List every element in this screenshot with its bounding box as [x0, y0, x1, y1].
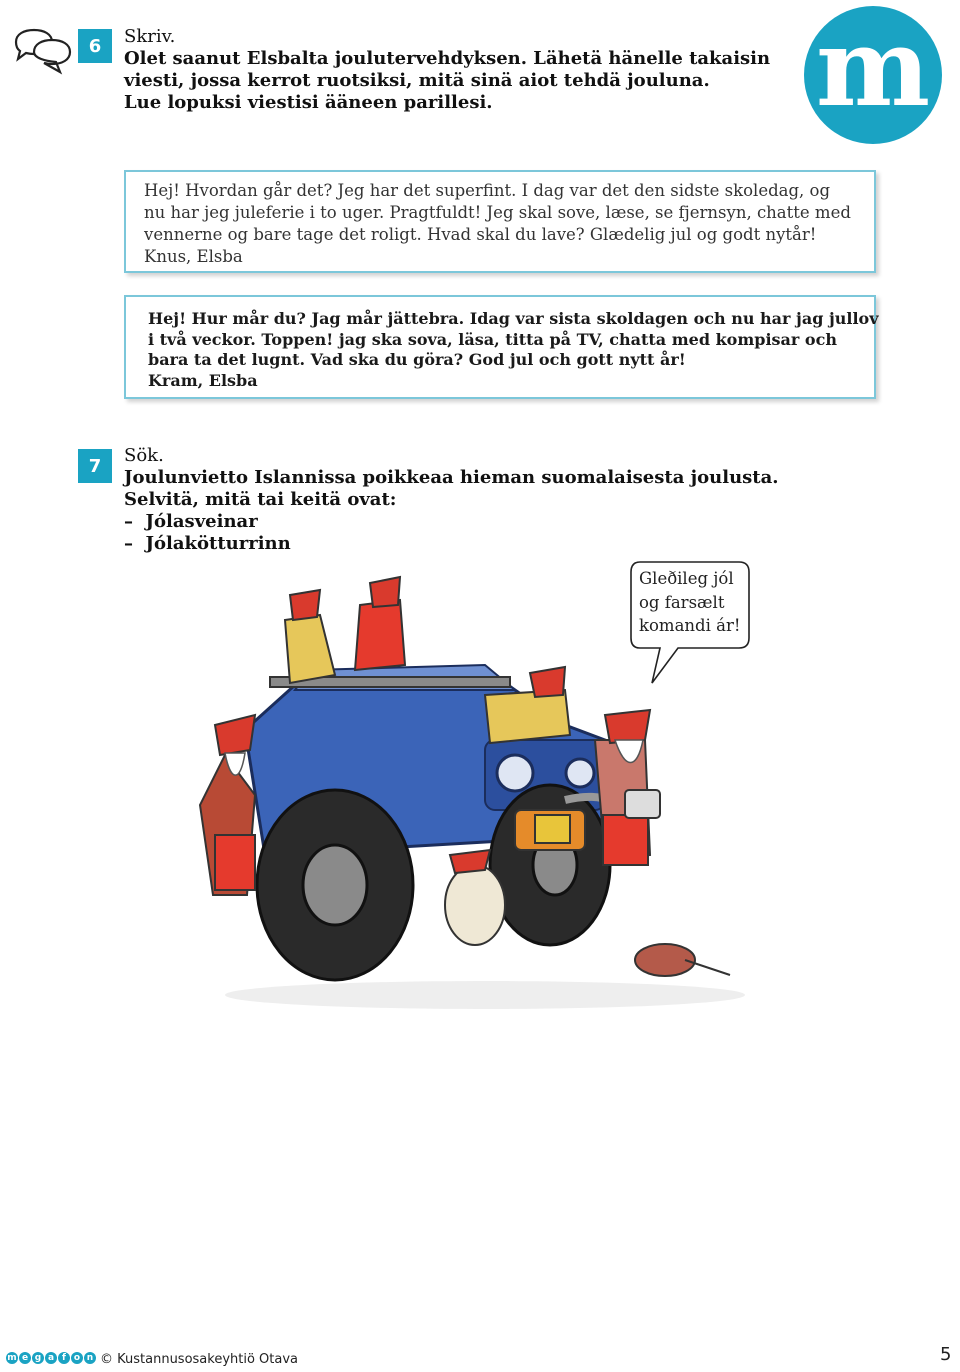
- brand-letter: f: [58, 1352, 70, 1364]
- logo-letter: m: [815, 5, 931, 131]
- publisher-logo: [804, 6, 942, 144]
- task6-instruction-line: viesti, jossa kerrot ruotsiksi, mitä sinä aiot tehdä jouluna.: [124, 70, 710, 91]
- task7-instruction-line: Joulunvietto Islannissa poikkeaa hieman suomalaisesta joulusta.: [124, 467, 779, 488]
- task7-list-item: – Jólakötturrinn: [124, 533, 291, 554]
- brand-letter: o: [71, 1352, 83, 1364]
- speech-bubble-line: og farsælt: [639, 592, 725, 612]
- swedish-message-line: i två veckor. Toppen! jag ska sova, läsa, titta på TV, chatta med kompisar och: [148, 329, 837, 349]
- icelandic-speech-bubble: [630, 561, 750, 686]
- brand-letter: e: [19, 1352, 31, 1364]
- danish-message-line: Hej! Hvordan går det? Jeg har det superfint. I dag var det den sidste skoledag, og: [144, 181, 831, 200]
- task7-instruction-line: Selvitä, mitä tai keitä ovat:: [124, 489, 397, 510]
- brand-letter: g: [32, 1352, 44, 1364]
- swedish-message-line: bara ta det lugnt. Vad ska du göra? God jul och gott nytt år!: [148, 350, 686, 369]
- speech-bubbles-icon: [10, 28, 72, 76]
- brand-letter: a: [45, 1352, 57, 1364]
- copyright-text: © Kustannusosakeyhtiö Otava: [100, 1352, 299, 1367]
- swedish-message-box: [124, 295, 879, 399]
- swedish-message-line: Hej! Hur mår du? Jag mår jättebra. Idag var sista skoldagen och nu har jag jullov: [148, 309, 879, 328]
- danish-message-line: nu har jeg juleferie i to uger. Pragtfuldt! Jeg skal sove, læse, se fjernsyn, chatte med: [144, 203, 851, 222]
- danish-message-line: Knus, Elsba: [144, 247, 243, 266]
- task6-instruction-line: Olet saanut Elsbalta joulutervehdyksen. Lähetä hänelle takaisin: [124, 48, 771, 69]
- danish-message-box: [124, 170, 876, 273]
- speech-bubble-line: komandi ár!: [639, 616, 741, 635]
- danish-message-line: vennerne og bare tage det roligt. Hvad skal du lave? Glædelig jul og godt nytår!: [144, 225, 817, 244]
- task7-list-item: – Jólasveinar: [124, 511, 258, 532]
- swedish-message-line: Kram, Elsba: [148, 370, 258, 390]
- page-number: 5: [940, 1344, 952, 1365]
- task-number-6: 6: [78, 29, 112, 63]
- brand-letter: n: [84, 1352, 96, 1364]
- task6-heading: Skriv.: [124, 26, 176, 47]
- brand-letter: m: [7, 1353, 17, 1363]
- speech-bubble-line: Gleðileg jól: [639, 569, 734, 588]
- megafon-brand: [6, 1352, 96, 1364]
- task-number-7: 7: [78, 449, 112, 483]
- task6-instruction-line: Lue lopuksi viestisi ääneen parillesi.: [124, 92, 493, 113]
- task7-heading: Sök.: [124, 445, 164, 466]
